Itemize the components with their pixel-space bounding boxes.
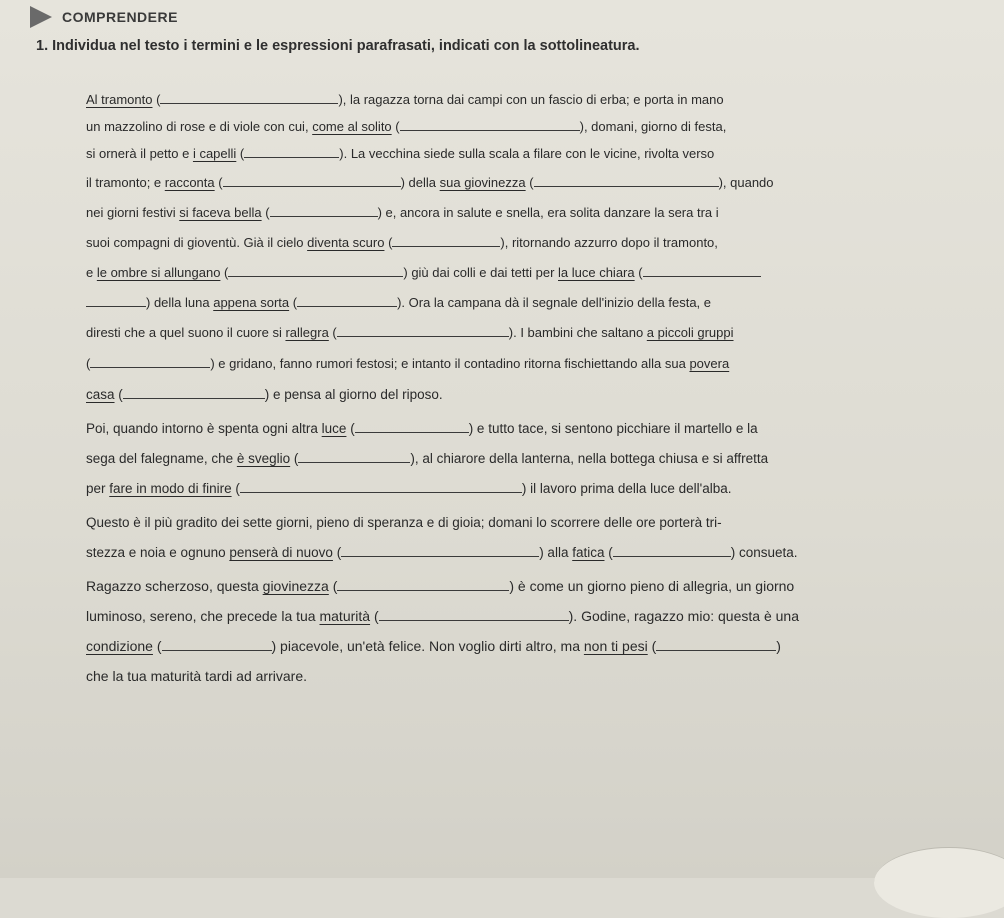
text-segment: ), la ragazza torna dai campi con un fascio di erba; e porta in mano <box>338 92 724 107</box>
answer-blank[interactable] <box>534 172 719 187</box>
text-line <box>86 291 711 315</box>
text-segment: ( <box>289 295 298 310</box>
text-line <box>86 321 734 345</box>
text-segment: ). Ora la campana dà il segnale dell'inizio della festa, e <box>397 295 712 310</box>
text-segment: Questo è il più gradito dei sette giorni, pieno di speranza e di gioia; domani lo scorrere delle ore porterà tri- <box>86 515 722 530</box>
text-segment: ( <box>152 92 161 107</box>
answer-blank[interactable] <box>341 542 539 557</box>
text-segment: ) alla <box>539 545 573 560</box>
text-segment: che la tua maturità tardi ad arrivare. <box>86 668 307 684</box>
underlined-term: appena sorta <box>213 295 290 310</box>
text-segment: ) e gridano, fanno rumori festosi; e intanto il contadino ritorna fischiettando alla sua <box>210 356 690 371</box>
answer-blank[interactable] <box>270 202 378 217</box>
text-segment: ) della luna <box>146 295 214 310</box>
text-segment: ) della <box>400 175 440 190</box>
text-line <box>86 171 774 195</box>
answer-blank[interactable] <box>90 353 210 368</box>
answer-blank[interactable] <box>298 448 410 463</box>
text-segment: ( <box>370 608 379 624</box>
text-segment: ( <box>328 325 337 340</box>
exercise-instruction: 1. Individua nel testo i termini e le espressioni parafrasati, indicati con la sottolineatura. <box>36 38 640 54</box>
text-segment: ) è come un giorno pieno di allegria, un giorno <box>509 578 795 594</box>
answer-blank[interactable] <box>656 636 776 651</box>
text-segment: per <box>86 481 110 496</box>
text-segment: si ornerà il petto e <box>86 146 193 161</box>
underlined-term: povera <box>689 356 730 371</box>
text-segment: diresti che a quel suono il cuore si <box>86 325 286 340</box>
text-line <box>86 447 768 471</box>
answer-blank[interactable] <box>160 89 338 104</box>
underlined-term: le ombre si allungano <box>96 265 221 280</box>
text-line <box>86 664 307 688</box>
text-segment: sega del falegname, che <box>86 451 237 466</box>
text-line <box>86 115 726 139</box>
text-segment: ( <box>328 578 338 594</box>
text-line <box>86 261 761 285</box>
text-segment: ( <box>231 481 240 496</box>
text-segment: ( <box>525 175 534 190</box>
section-header <box>0 6 300 28</box>
underlined-term: rallegra <box>285 325 329 340</box>
text-line <box>86 541 798 565</box>
section-title: COMPRENDERE <box>62 9 178 25</box>
text-segment: ( <box>384 235 393 250</box>
text-segment: ) <box>776 638 781 654</box>
underlined-term: racconta <box>164 175 215 190</box>
text-segment: Ragazzo scherzoso, questa <box>86 578 263 594</box>
underlined-term: casa <box>86 387 115 402</box>
text-segment: ) giù dai colli e dai tetti per <box>403 265 559 280</box>
underlined-term: penserà di nuovo <box>229 545 333 560</box>
text-segment: ( <box>214 175 223 190</box>
text-segment: ( <box>261 205 270 220</box>
underlined-term: non ti pesi <box>583 638 648 654</box>
underlined-term: si faceva bella <box>179 205 262 220</box>
text-line <box>86 417 758 441</box>
text-segment: ( <box>391 119 400 134</box>
answer-blank[interactable] <box>400 116 580 131</box>
text-segment: Poi, quando intorno è spenta ogni altra <box>86 421 322 436</box>
answer-blank[interactable] <box>379 606 569 621</box>
answer-blank[interactable] <box>643 262 761 277</box>
text-line <box>86 574 794 598</box>
text-line <box>86 477 732 501</box>
underlined-term: diventa scuro <box>307 235 385 250</box>
text-segment: ( <box>86 356 91 371</box>
page-curl <box>874 847 1004 918</box>
text-segment: ( <box>346 421 355 436</box>
text-segment: ) il lavoro prima della luce dell'alba. <box>521 481 732 496</box>
text-line <box>86 88 724 112</box>
text-segment: luminoso, sereno, che precede la tua <box>86 608 320 624</box>
underlined-term: maturità <box>319 608 371 624</box>
underlined-term: come al solito <box>312 119 392 134</box>
text-segment: ( <box>114 387 123 402</box>
text-segment: ). Godine, ragazzo mio: questa è una <box>568 608 799 624</box>
underlined-term: fatica <box>572 545 605 560</box>
text-segment: ), domani, giorno di festa, <box>579 119 727 134</box>
answer-blank[interactable] <box>223 172 401 187</box>
answer-blank[interactable] <box>337 322 509 337</box>
answer-blank[interactable] <box>337 576 509 591</box>
text-segment: ( <box>604 545 613 560</box>
text-segment: il tramonto; e <box>86 175 165 190</box>
text-line <box>86 511 722 535</box>
text-segment: ( <box>634 265 643 280</box>
text-segment: ) e tutto tace, si sentono picchiare il martello e la <box>468 421 758 436</box>
text-line <box>86 634 781 658</box>
text-line <box>86 383 443 407</box>
answer-blank[interactable] <box>613 542 731 557</box>
answer-blank[interactable] <box>297 292 397 307</box>
text-segment: ( <box>220 265 229 280</box>
underlined-term: a piccoli gruppi <box>646 325 734 340</box>
text-segment: ), al chiarore della lanterna, nella bottega chiusa e si affretta <box>410 451 769 466</box>
text-segment: ). I bambini che saltano <box>508 325 647 340</box>
text-segment: ( <box>647 638 657 654</box>
answer-blank[interactable] <box>240 478 522 493</box>
answer-blank[interactable] <box>228 262 403 277</box>
underlined-term: condizione <box>86 638 153 654</box>
answer-blank[interactable] <box>86 292 146 307</box>
underlined-term: luce <box>321 421 347 436</box>
underlined-term: sua giovinezza <box>439 175 526 190</box>
text-segment: ) e, ancora in salute e snella, era solita danzare la sera tra i <box>377 205 719 220</box>
underlined-term: giovinezza <box>262 578 329 594</box>
text-line <box>86 352 729 376</box>
text-line <box>86 231 718 255</box>
answer-blank[interactable] <box>162 636 272 651</box>
text-segment: ) consueta. <box>730 545 798 560</box>
text-segment: ( <box>236 146 245 161</box>
text-segment: suoi compagni di gioventù. Già il cielo <box>86 235 308 250</box>
arrow-icon <box>30 6 52 28</box>
answer-blank[interactable] <box>392 232 500 247</box>
text-segment: ) e pensa al giorno del riposo. <box>264 387 443 402</box>
underlined-term: fare in modo di finire <box>109 481 232 496</box>
text-segment: nei giorni festivi <box>86 205 180 220</box>
underlined-term: Al tramonto <box>86 92 153 107</box>
text-segment: ). La vecchina siede sulla scala a filare con le vicine, rivolta verso <box>339 146 715 161</box>
underlined-term: la luce chiara <box>558 265 635 280</box>
text-segment: ), ritornando azzurro dopo il tramonto, <box>500 235 718 250</box>
text-line <box>86 604 799 628</box>
text-line <box>86 201 719 225</box>
text-line <box>86 142 714 166</box>
answer-blank[interactable] <box>244 143 339 158</box>
text-segment: ) piacevole, un'età felice. Non voglio dirti altro, ma <box>271 638 584 654</box>
text-segment: ( <box>332 545 342 560</box>
text-segment: ), quando <box>718 175 774 190</box>
text-segment: un mazzolino di rose e di viole con cui, <box>86 119 313 134</box>
underlined-term: è sveglio <box>236 451 291 466</box>
text-segment: e <box>86 265 97 280</box>
text-segment: stezza e noia e ognuno <box>86 545 230 560</box>
answer-blank[interactable] <box>355 418 469 433</box>
text-segment: ( <box>290 451 299 466</box>
text-segment: ( <box>152 638 162 654</box>
underlined-term: i capelli <box>192 146 237 161</box>
answer-blank[interactable] <box>123 384 265 399</box>
